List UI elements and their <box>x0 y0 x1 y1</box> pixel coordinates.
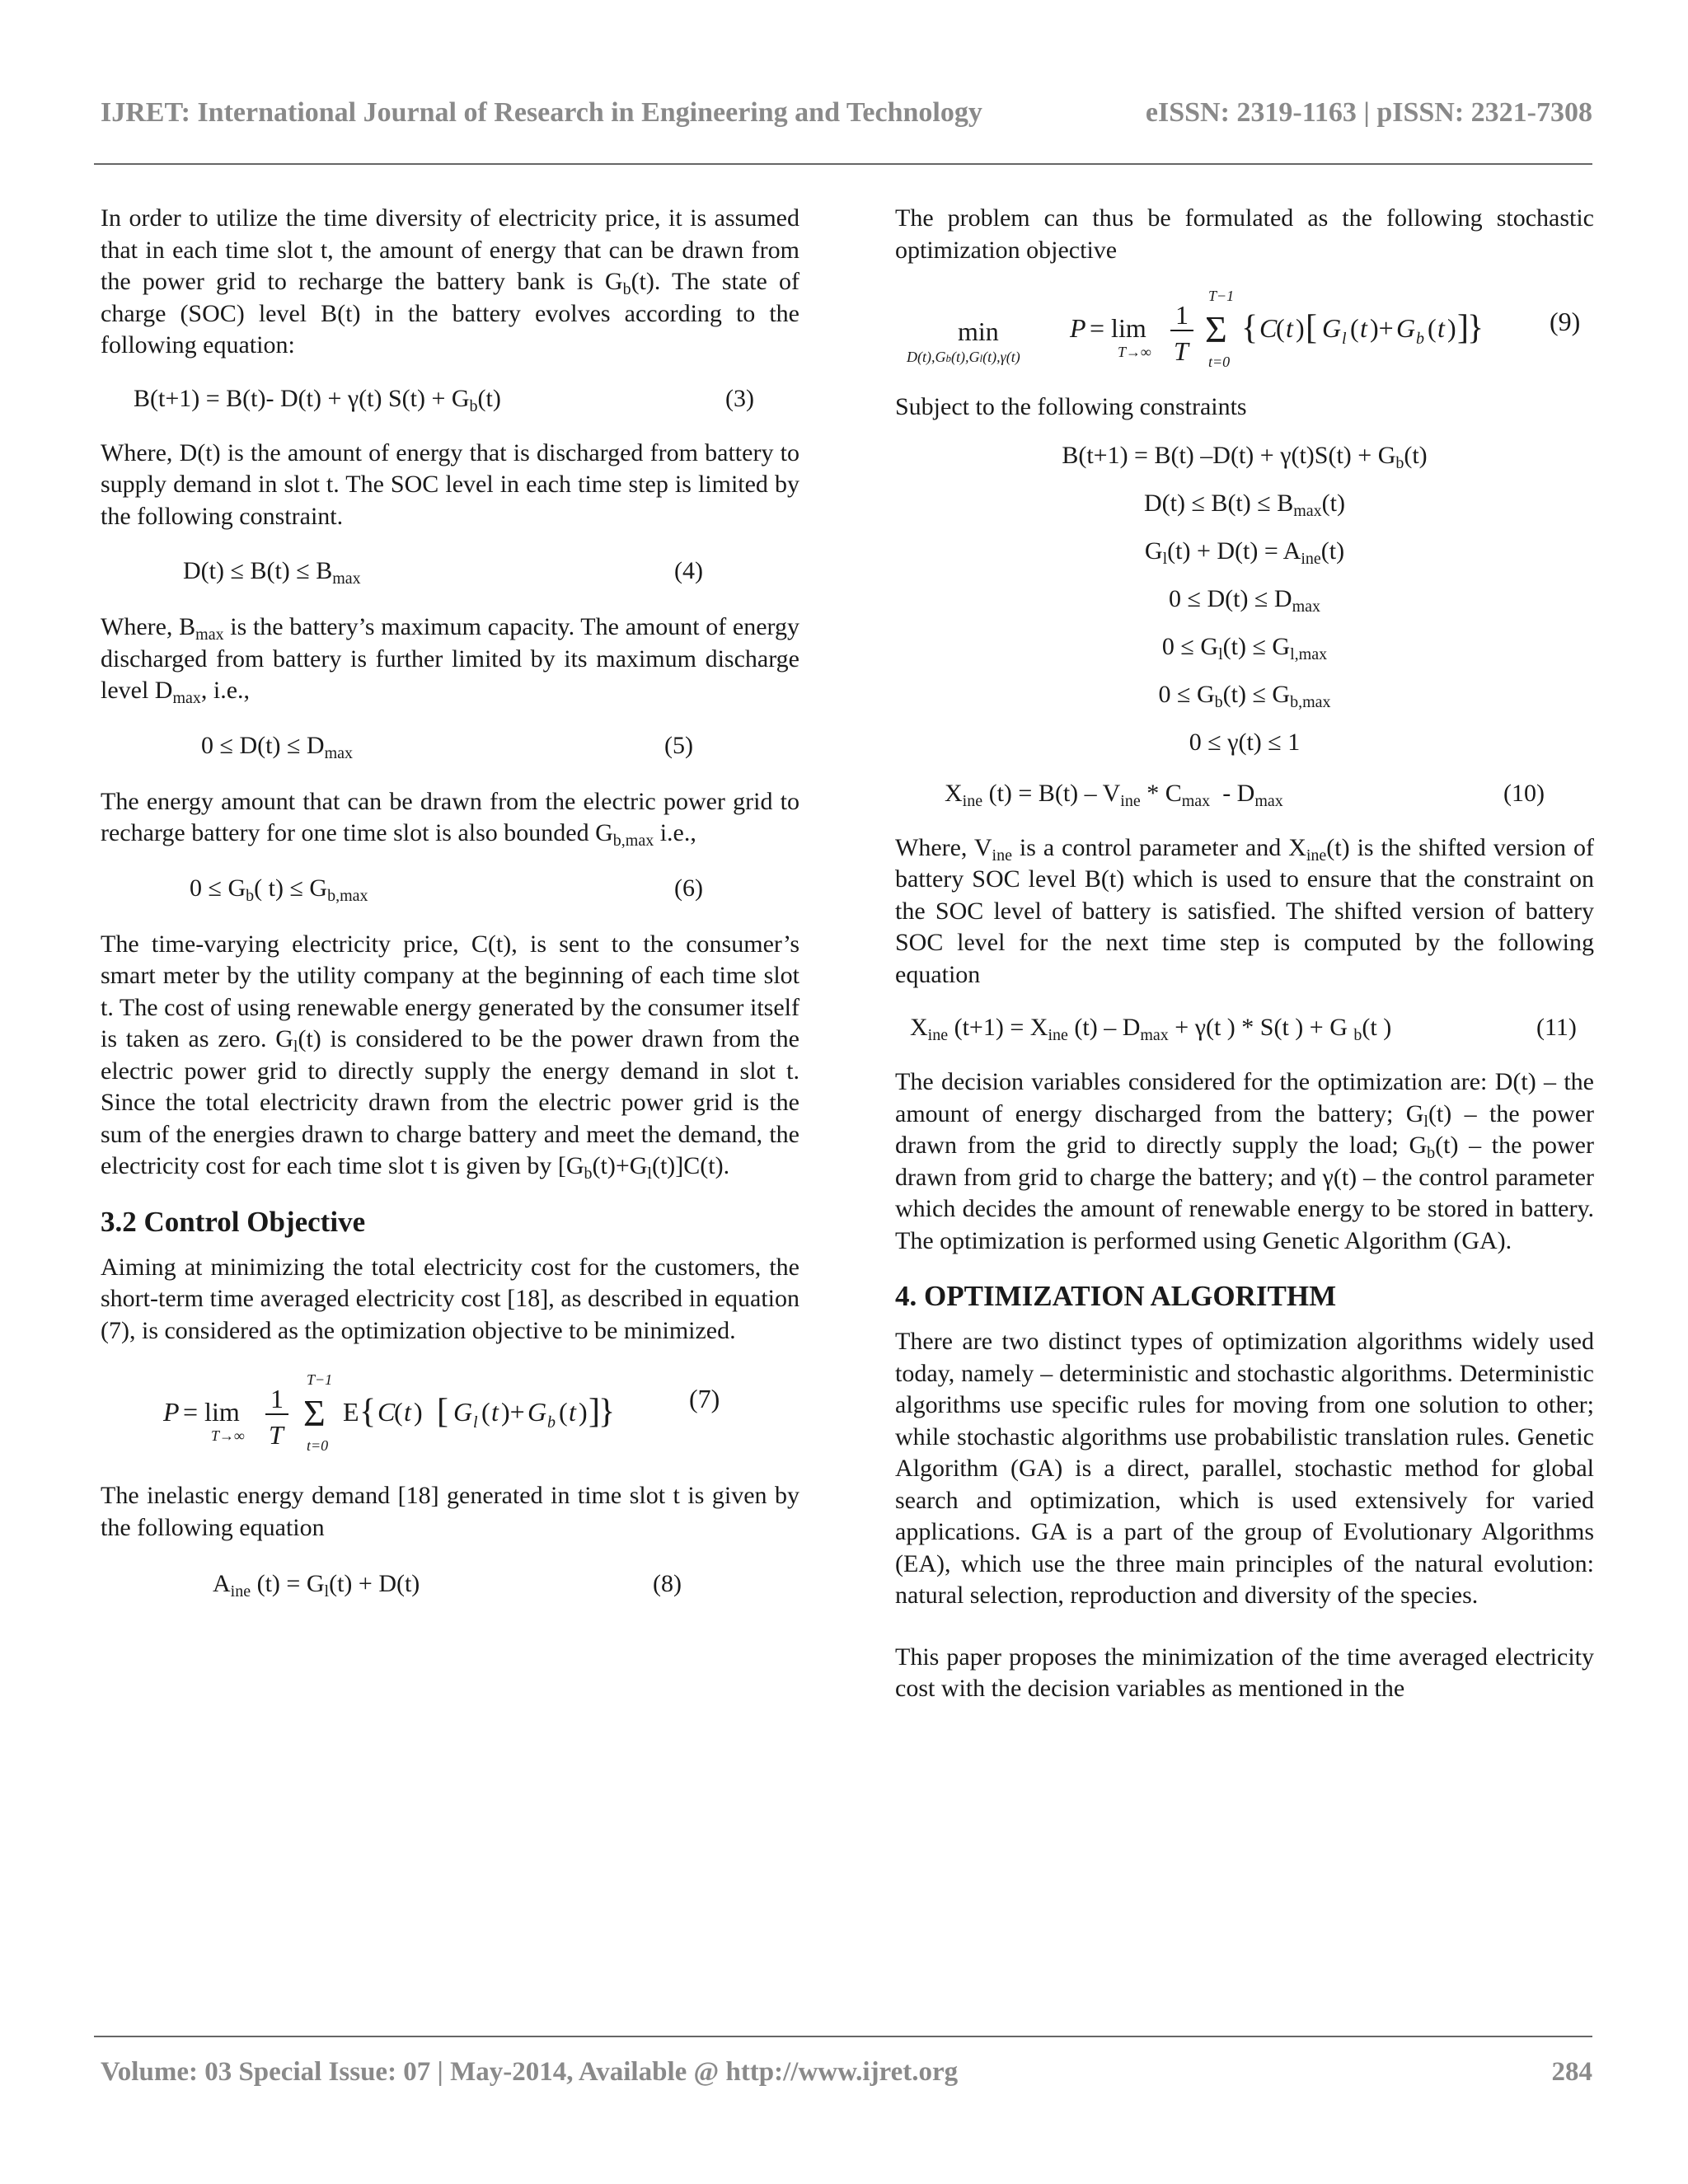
constraint: 0 ≤ γ(t) ≤ 1 <box>1189 728 1301 756</box>
svg-text:Σ: Σ <box>303 1392 326 1434</box>
svg-text:D(t),Gb(t),Gl(t),γ(t): D(t),Gb(t),Gl(t),γ(t) <box>907 349 1020 365</box>
svg-text:)+: )+ <box>501 1397 525 1427</box>
paragraph: The decision variables considered for the optimization are: D(t) – the amount of energy discharged from the battery; $G_l(t)$ – the power drawn from the grid to directly supply the load; $G_b(t)$ – the power drawn from grid to charge the battery; and γ(t) – the control parameter which decides the amount of renewable energy to be stored in battery. The optimization is performed using Genetic Algorithm (GA). <box>895 1068 1595 1254</box>
svg-text:b: b <box>547 1413 556 1432</box>
svg-text:[: [ <box>437 1393 448 1431</box>
svg-text:t=0: t=0 <box>1208 354 1231 370</box>
svg-text:1: 1 <box>270 1384 284 1413</box>
svg-text:G: G <box>528 1397 547 1427</box>
journal-title: IJRET: International Journal of Research in Engineering and Technology <box>101 97 982 128</box>
svg-text:min: min <box>958 316 999 346</box>
svg-text:{: { <box>1241 309 1259 347</box>
paragraph: The inelastic energy demand [18] generated in time slot t is given by the following equation <box>101 1482 799 1541</box>
equation-9-number: (9) <box>1550 307 1581 336</box>
paragraph: In order to utilize the time diversity of electricity price, it is assumed that in each time slot t, the amount of energy that can be drawn from the power grid to recharge the battery bank is $G_b(t)$. The state of charge (SOC) level B(t) in the battery evolves according to the following equation: <box>101 204 799 359</box>
svg-text:t: t <box>1360 313 1367 343</box>
paragraph: The problem can thus be formulated as the following stochastic optimization objective <box>895 204 1594 264</box>
volume-info: Volume: 03 Special Issue: 07 | May-2014, Available @ http://www.ijret.org <box>101 2057 959 2087</box>
svg-text:{: { <box>359 1393 377 1431</box>
svg-text:P: P <box>163 1397 180 1427</box>
equation-11: $X_{ine}$ $(t+1) = X_{ine}$ $(t) - D_{max} + \gamma(t$ ) * S(t ) + G $_b$(t ) (11) <box>910 1014 1577 1044</box>
issn-info: eISSN: 2319-1163 | pISSN: 2321-7308 <box>1145 97 1592 128</box>
paragraph: There are two distinct types of optimization algorithms widely used today, namely – deterministic and stochastic algorithms. Deterministic algorithms use specific rules for moving from one solution to other; while stochastic algorithms use probabilistic translation rules. Genetic Algorithm (GA) is a direct, parallel, stochastic method for global search and optimization, which is used extensively for varied applications. GA is a part of the group of Evolutionary Algorithms (EA), which use the three main principles of the natural evolution: natural selection, reproduction and diversity of the species. <box>895 1328 1594 1609</box>
svg-text:(: ( <box>481 1397 490 1427</box>
right-column <box>895 203 1594 1705</box>
svg-text:T−1: T−1 <box>1208 288 1235 304</box>
svg-text:l: l <box>473 1413 478 1432</box>
paragraph: This paper proposes the minimization of the time averaged electricity cost with the decision variables as mentioned in the <box>895 1643 1594 1702</box>
equation-5: $0 \le D(t) \le D_{max}$ (5) <box>201 731 693 762</box>
svg-text:G: G <box>453 1397 473 1427</box>
svg-text:1: 1 <box>1175 300 1189 330</box>
svg-text:): ) <box>414 1397 423 1427</box>
svg-text:T: T <box>1174 336 1189 366</box>
paragraph: Where, $B_{max}$ is the battery’s maximum capacity. The amount of energy discharged from battery is further limited by its maximum discharge level $D_{max}$, i.e., <box>101 613 799 707</box>
svg-text:]: ] <box>1457 309 1469 347</box>
constraint: $G_l(t) + D(t) = A_{ine}(t)$ <box>1144 537 1345 568</box>
constraint: $0 \le G_b(t) \le G_{b,max}$ <box>1158 680 1331 711</box>
equation-10: $X_{ine}$ $(t) = B(t) - V_{ine} * C_{max} - D_{max}$ (10) <box>945 779 1545 810</box>
equation-8: $A_{ine}$ $(t) = G_l(t) + D(t)$ (8) <box>213 1570 682 1601</box>
svg-text:C: C <box>377 1397 396 1427</box>
paragraph: Subject to the following constraints <box>895 393 1247 420</box>
equation-4: $D(t) \le B(t) \le B_{max}$ (4) <box>183 557 703 588</box>
svg-text:(: ( <box>559 1397 568 1427</box>
svg-text:T→∞: T→∞ <box>1118 344 1151 360</box>
footer-rule <box>94 2036 1592 2037</box>
svg-text:): ) <box>1296 313 1305 343</box>
svg-text:)+: )+ <box>1370 313 1394 343</box>
constraint: $D(t) \le B(t) \le B_{max}(t)$ <box>1143 489 1345 520</box>
svg-text:Σ: Σ <box>1205 308 1227 350</box>
svg-text:l: l <box>1342 330 1347 348</box>
svg-text:(: ( <box>1428 313 1437 343</box>
section-heading: 3.2 Control Objective <box>101 1205 366 1238</box>
equation-7 <box>101 1365 799 1462</box>
equation-9-graphic <box>895 281 1594 378</box>
svg-text:T→∞: T→∞ <box>211 1427 245 1444</box>
running-footer <box>101 2057 1592 2088</box>
svg-text:(: ( <box>1276 313 1285 343</box>
constraint: $0 \le G_l(t) \le G_{l,max}$ <box>1161 632 1328 663</box>
paragraph: Where, D(t) is the amount of energy that is discharged from battery to supply demand in slot t. The SOC level in each time step is limited by the following constraint. <box>101 438 799 530</box>
equation-7-number: (7) <box>689 1384 720 1413</box>
svg-text:]: ] <box>588 1393 600 1431</box>
paragraph: Where, $V_{ine}$ is a control parameter and $X_{ine}(t)$ is the shifted version of battery SOC level B(t) which is used to ensure that the constraint on the SOC level of battery is satisfied. The shifted version of battery SOC level for the next time step is computed by the following equation <box>895 833 1594 988</box>
constraints-block <box>895 440 1594 760</box>
constraint: B(t+1) = B(t) $-D(t) + \gamma(t)S(t) + G_b(t)$ <box>1062 441 1428 472</box>
equation-9 <box>895 281 1594 378</box>
svg-text:t: t <box>1286 313 1293 343</box>
svg-text:G: G <box>1396 313 1416 343</box>
paragraph: The energy amount that can be drawn from the electric power grid to recharge battery for one time slot is also bounded $G_{b,max}$ i.e., <box>101 787 799 850</box>
svg-text:E: E <box>343 1397 359 1427</box>
constraint: $0 \le D(t) \le D_{max}$ <box>1168 584 1320 616</box>
svg-text:[: [ <box>1306 309 1317 347</box>
svg-text:): ) <box>579 1397 588 1427</box>
header-rule <box>94 163 1592 165</box>
svg-text:T−1: T−1 <box>307 1371 333 1388</box>
svg-text:t=0: t=0 <box>307 1437 329 1454</box>
equation-3: B(t+1) = B(t)- D(t) + γ(t) $S(t) + G_b(t)$ (3) <box>134 384 754 415</box>
svg-text:}: } <box>1467 309 1484 347</box>
equation-6: $0 \le G_b$( $t) \le G_{b,max}$ (6) <box>190 874 703 905</box>
svg-text:C: C <box>1259 313 1278 343</box>
svg-text:b: b <box>1416 330 1424 348</box>
svg-text:T: T <box>269 1420 284 1450</box>
svg-text:}: } <box>598 1393 616 1431</box>
paragraph: Aiming at minimizing the total electricity cost for the customers, the short-term time averaged electricity cost [18], as described in equation (7), is considered as the optimization objective to be minimized. <box>101 1253 799 1344</box>
paragraph: The time-varying electricity price, C(t), is sent to the consumer’s smart meter by the utility company at the beginning of each time slot t. The cost of using renewable energy generated by the consumer itself is taken as zero. $G_l(t)$ is considered to be the power drawn from the electric power grid to directly supply the energy demand in slot t. Since the total electricity drawn from the electric power grid is the sum of the energies drawn to charge battery and meet the demand, the electricity cost for each time slot t is given by $[G_b(t)+G_l(t)]C(t)$. <box>101 930 799 1183</box>
svg-text:t: t <box>1437 313 1445 343</box>
section-heading: 4. OPTIMIZATION ALGORITHM <box>895 1280 1337 1312</box>
svg-text:= lim: = lim <box>183 1397 240 1427</box>
svg-text:t: t <box>404 1397 411 1427</box>
svg-text:(: ( <box>1350 313 1359 343</box>
svg-text:G: G <box>1322 313 1342 343</box>
svg-text:t: t <box>569 1397 576 1427</box>
running-header <box>101 97 1592 129</box>
page-number: 284 <box>1551 2057 1592 2087</box>
svg-text:(: ( <box>394 1397 403 1427</box>
svg-text:= lim: = lim <box>1090 313 1146 343</box>
left-column <box>101 203 799 1611</box>
equation-7-graphic <box>101 1365 799 1462</box>
svg-text:): ) <box>1447 313 1456 343</box>
svg-text:t: t <box>491 1397 499 1427</box>
svg-text:P: P <box>1070 313 1086 343</box>
